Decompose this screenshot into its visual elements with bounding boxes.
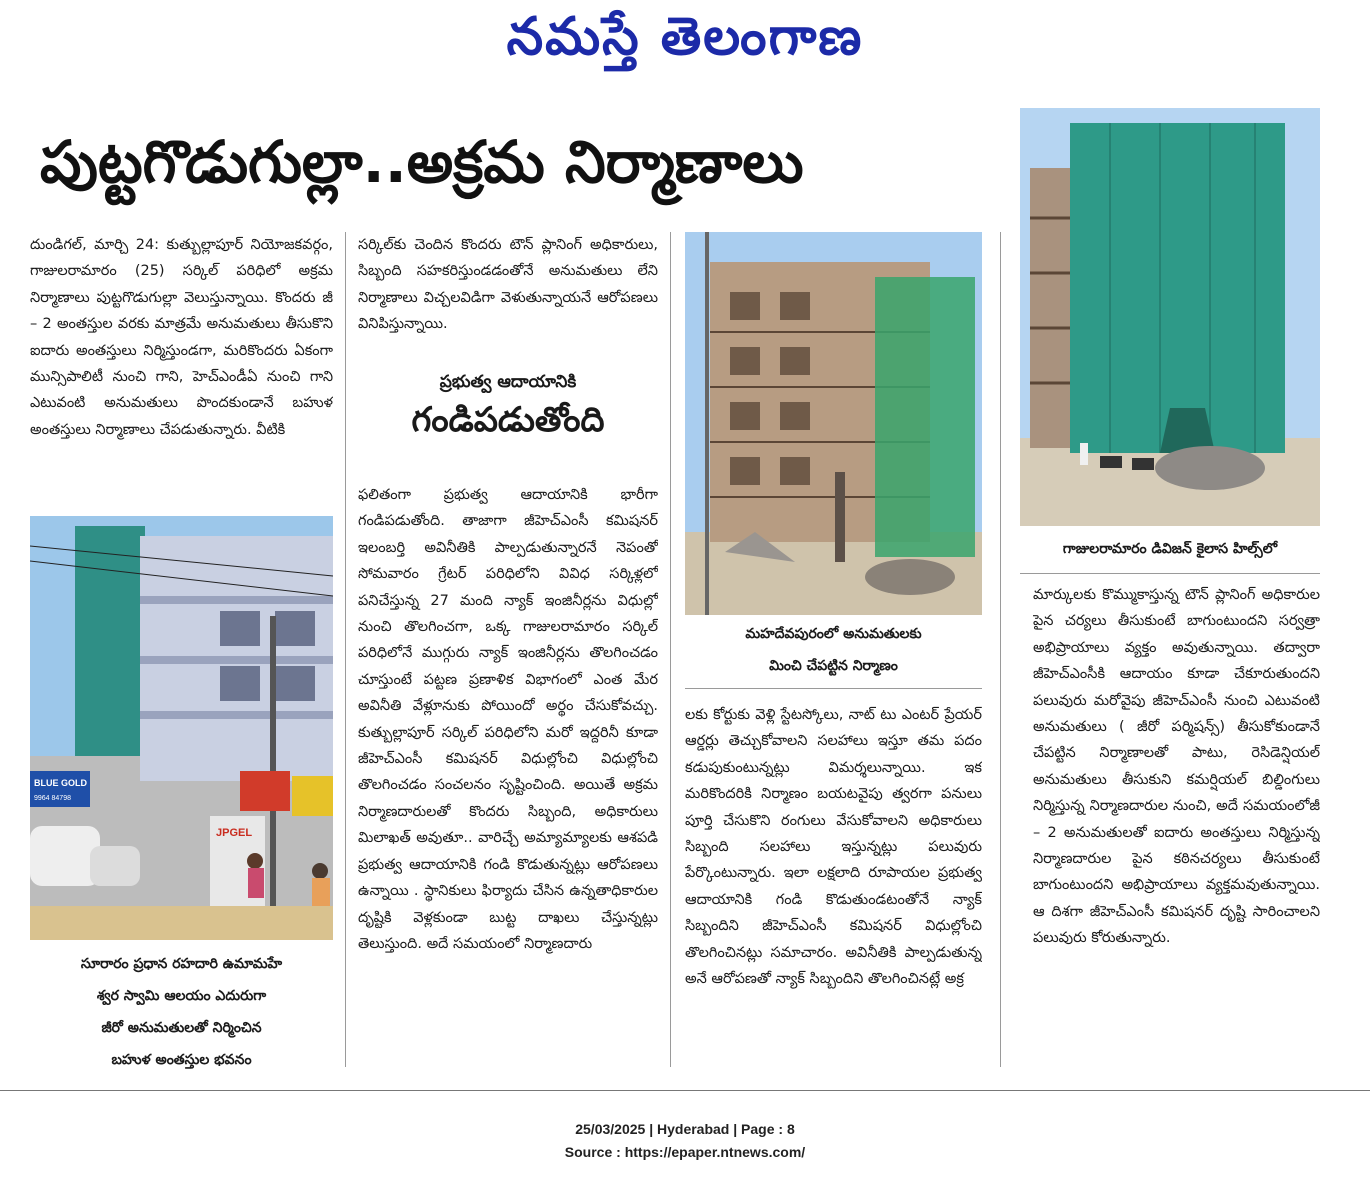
caption-1-line-4: బహుళ అంతస్తుల భవనం bbox=[111, 1052, 252, 1068]
article-column-2-bottom bbox=[358, 482, 658, 1067]
photo-mahadevapuram-building-art bbox=[685, 232, 982, 615]
caption-1-line-3: జీరో అనుమతులతో నిర్మించిన bbox=[101, 1020, 262, 1036]
caption-photo-3: గాజులరామారం డివిజన్ కైలాస హిల్స్‌లో bbox=[1062, 541, 1278, 557]
column-2-bottom-text: ఫలితంగా ప్రభుత్వ ఆదాయానికి భారీగా గండిపడుతోంది. తాజాగా జీహెచ్ఎంసీ కమిషనర్ ఇలంబర్తి అవినీతికి పాల్పడుతున్నారనే నెపంతో సోమవారం గ్రేటర్ పరిధిలోని వివిధ సర్కిళ్లలో పనిచేస్తున్న 27 మంది న్యాక్ ఇంజినీర్లను విధుల్లో నుంచి తొలగించగా, ఒక్క గాజులరామారం సర్కిల్ పరిధిలోనే ముగ్గురు న్యాక్ ఇంజినీర్లను తొలగించడం చూస్తుంటే పట్టణ ప్రణాళిక విభాగంలో ఎంత మేర అవినీతి వేళ్లూనుకు పోయిందో అర్థం చేసుకోవచ్చు. కుత్బుల్లాపూర్ సర్కిల్ పరిధిలోని మరో ఇద్దరినీ కూడా జీహెచ్ఎంసీ కమిషనర్ విధుల్లోంచి విధుల్లోంచి తొలగించడం సంచలనం సృష్టించింది. అయితే అక్రమ నిర్మాణదారులతో కొందరు సిబ్బంది, అధికారులు మిలాఖత్ అవుతూ.. వారిచ్చే అమ్యామ్యాలకు ఆశపడి ప్రభుత్వ ఆదాయానికి గండి కొడుతున్నట్లు ఆరోపణలు ఉన్నాయి . స్థానికులు ఫిర్యాదు చేసిన ఉన్నతాధికారుల దృష్టికి వెళ్లకుండా బుట్ట దాఖలు చేస్తున్నట్లు తెలుస్తుంది. అదే సమయంలో నిర్మాణదారు bbox=[358, 487, 658, 952]
caption-1-line-1: సూరారం ప్రధాన రహదారి ఉమామహే bbox=[80, 956, 283, 972]
article-column-2-top bbox=[358, 232, 658, 372]
footer-source-line: Source : https://epaper.ntnews.com/ bbox=[564, 1144, 806, 1160]
masthead-logo: నమస్తే తెలంగాణ bbox=[506, 6, 864, 67]
subhead: గండిపడుతోంది bbox=[411, 400, 605, 440]
article-column-4 bbox=[1033, 582, 1320, 1057]
column-4-text: మార్కులకు కొమ్ముకాస్తున్న టౌన్ ప్లానింగ్ అధికారుల పైన చర్యలు తీసుకుంటే బాగుంటుందని సర్వత్రా అభిప్రాయాలు వ్యక్తం అవుతున్నాయి. తద్వారా జీహెచ్ఎంసీకి ఆదాయం కూడా చేకూరుతుందని పలువురు మరోవైపు జీహెచ్ఎంసీ నుంచి ఎటువంటి అనుమతులు ( జీరో పర్మిషన్స్) తీసుకోకుండానే చేపట్టిన నిర్మాణాలతో పాటు, రెసిడెన్షియల్ అనుమతులు తీసుకుని కమర్షియల్ బిల్డింగులు నిర్మిస్తున్న నిర్మాణదారుల నుంచి, అదే సమయంలోజీ – 2 అనుమతులతో ఐదారు అంతస్తులు నిర్మిస్తున్న నిర్మాణదారుల పైన కఠినచర్యలు తీసుకుంటే బాగుంటుందని అభిప్రాయాలు వ్యక్తమవుతున్నాయి. ఆ దిశగా జీహెచ్ఎంసీ కమిషనర్ దృష్టి సారించాలని పలువురు కోరుతున్నారు. bbox=[1033, 587, 1320, 947]
article-column-3 bbox=[685, 702, 982, 1067]
column-rule-2 bbox=[670, 232, 671, 1067]
photo-kailasa-hills-building bbox=[1020, 108, 1320, 526]
sign-right-text: JPGEL bbox=[216, 827, 253, 839]
caption-1-line-2: శ్వర స్వామి ఆలయం ఎదురుగా bbox=[96, 988, 267, 1004]
photo-kailasa-hills-building-art bbox=[1020, 108, 1320, 526]
caption-photo-1 bbox=[30, 948, 333, 1076]
caption-rule-3 bbox=[1020, 573, 1320, 574]
column-rule-3 bbox=[1000, 232, 1001, 1067]
caption-rule-2 bbox=[685, 688, 982, 689]
subhead-kicker: ప్రభుత్వ ఆదాయానికి bbox=[439, 372, 577, 392]
column-2-top-text: సర్కిల్‌కు చెందిన కొందరు టౌన్ ప్లానింగ్ అధికారులు, సిబ్బంది సహకరిస్తుండడంతోనే అనుమతులు లేని నిర్మాణాలు విచ్చలవిడిగా వెళుతున్నాయనే ఆరోపణలు వినిపిస్తున్నాయి. bbox=[358, 237, 658, 333]
column-3-text: లకు కోర్టుకు వెళ్లి స్టేటస్కోలు, నాట్ టు ఎంటర్ ప్రేయర్ ఆర్డర్లు తెచ్చుకోవాలని సలహాలు ఇస్తూ తమ పదం కడుపుకుంటున్నట్లు విమర్శలున్నాయి. ఇక మరికొందరికి నిర్మాణం బయటవైపు త్వరగా పనులు పూర్తి చేసుకొని రంగులు వేసుకోవాలని అధికారులు సిబ్బంది సలహాలు ఇస్తున్నట్లు పలువురు పేర్కొంటున్నారు. ఇలా లక్షలాది రూపాయల ప్రభుత్వ ఆదాయానికి గండి కొడుతుండటంతోనే న్యాక్ సిబ్బందిని జీహెచ్ఎంసీ కమిషనర్ విధుల్లోంచి తొలగించినట్లు సమాచారం. అవినీతికి పాల్పడుతున్న అనే ఆరోపణతో న్యాక్ సిబ్బందిని తొలగించినట్లే అక్ర bbox=[685, 707, 982, 988]
photo-suraram-building bbox=[30, 516, 333, 940]
shop-phone-text: 9964 84798 bbox=[34, 795, 71, 802]
caption-2-line-2: మించి చేపట్టిన నిర్మాణం bbox=[769, 658, 898, 674]
headline: పుట్టగొడుగుల్లా..అక్రమ నిర్మాణాలు bbox=[40, 128, 804, 196]
photo-mahadevapuram-building bbox=[685, 232, 982, 615]
column-rule-1 bbox=[345, 232, 346, 1067]
caption-2-line-1: మహదేవపురంలో అనుమతులకు bbox=[745, 626, 922, 642]
shop-sign-text: BLUE GOLD bbox=[34, 778, 87, 788]
page-bottom-rule bbox=[0, 1090, 1370, 1091]
caption-photo-2 bbox=[685, 618, 982, 682]
photo-suraram-building-art bbox=[30, 516, 333, 940]
article-column-1 bbox=[30, 232, 333, 507]
footer-date-line: 25/03/2025 | Hyderabad | Page : 8 bbox=[575, 1121, 795, 1137]
column-1-text: దుండిగల్, మార్చి 24: కుత్బుల్లాపూర్ నియోజకవర్గం, గాజులరామారం (25) సర్కిల్ పరిధిలో అక్రమ నిర్మాణాలు పుట్టగొడుగుల్లా వెలుస్తున్నాయి. కొందరు జీ – 2 అంతస్తుల వరకు మాత్రమే అనుమతులు తీసుకొని ఐదారు అంతస్తులు నిర్మిస్తుండగా, మరికొందరు ఏకంగా మున్సిపాలిటీ నుంచి గాని, హెచ్ఎండీఏ నుంచి గాని ఎటువంటి అనుమతులు పొందకుండానే బహుళ అంతస్తులు నిర్మాణాలు చేపడుతున్నారు. వీటికి bbox=[30, 237, 333, 438]
